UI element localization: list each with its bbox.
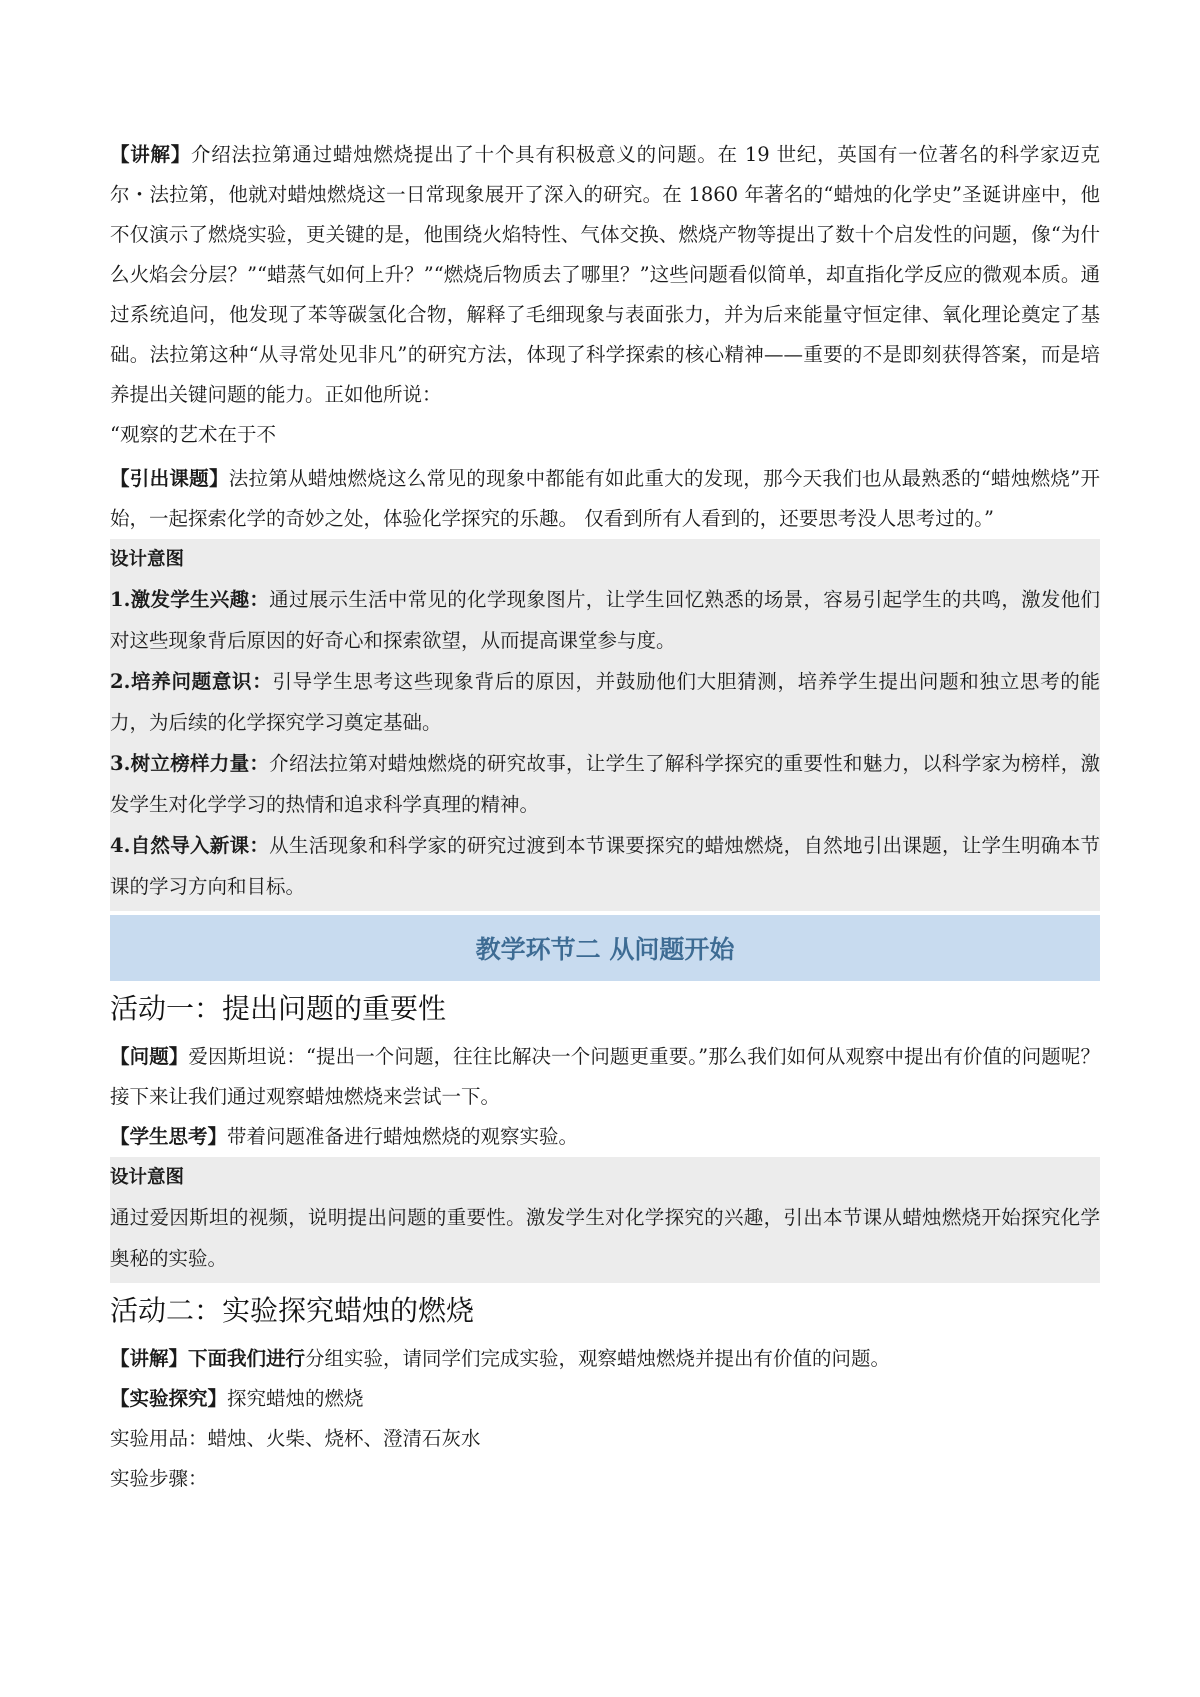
design-item-label: 1.激发学生兴趣：: [110, 588, 270, 611]
experiment-text: 探究蜡烛的燃烧: [227, 1387, 364, 1410]
materials-line: 实验用品：蜡烛、火柴、烧杯、澄清石灰水: [110, 1427, 481, 1450]
think-tag: 【学生思考】: [110, 1125, 228, 1148]
question-text: 爱因斯坦说：“提出一个问题，往往比解决一个问题更重要。”那么我们如何从观察中提出有价值的问题呢？接下来让我们通过观察蜡烛燃烧来尝试一下。: [110, 1045, 1100, 1108]
activity-1-title: 提出问题的重要性: [222, 992, 447, 1025]
design-intent-title: 设计意图: [110, 1167, 185, 1188]
design-item-text: 从生活现象和科学家的研究过渡到本节课要探究的蜡烛燃烧，自然地引出课题，让学生明确本节课的学习方向和目标。: [110, 834, 1100, 898]
question-tag: 【问题】: [110, 1045, 189, 1068]
activity-2-prefix: 活动二：: [110, 1294, 223, 1327]
section-banner: [110, 915, 1100, 981]
design-intent-box-2: [110, 1157, 1100, 1283]
design-item-4: [110, 825, 1100, 907]
lecture-paragraph: [110, 135, 1100, 415]
experiment-paragraph: [110, 1379, 1100, 1419]
design-item-text: 介绍法拉第对蜡烛燃烧的研究故事，让学生了解科学探究的重要性和魅力，以科学家为榜样，激发学生对化学学习的热情和追求科学真理的精神。: [110, 752, 1100, 816]
lecture-bold-text: 下面我们进行: [188, 1347, 306, 1370]
design-item-label: 4.自然导入新课：: [110, 834, 270, 857]
lecture-text: 分组实验，请同学们完成实验，观察蜡烛燃烧并提出有价值的问题。: [305, 1347, 891, 1370]
think-text: 带着问题准备进行蜡烛燃烧的观察实验。: [227, 1125, 579, 1148]
experiment-tag: 【实验探究】: [110, 1387, 228, 1410]
intro-tag: 【引出课题】: [110, 467, 229, 490]
lecture-tag: 【讲解】: [110, 1347, 189, 1370]
design-intent-title: 设计意图: [110, 549, 185, 570]
design-item-text: 通过展示生活中常见的化学现象图片，让学生回忆熟悉的场景，容易引起学生的共鸣，激发他们对这些现象背后原因的好奇心和探索欲望，从而提高课堂参与度。: [110, 588, 1100, 652]
section-title: 教学环节二 从问题开始: [475, 935, 735, 964]
steps-line: 实验步骤：: [110, 1467, 208, 1490]
design-intent-text: 通过爱因斯坦的视频，说明提出问题的重要性。激发学生对化学探究的兴趣，引出本节课从蜡烛燃烧开始探究化学奥秘的实验。: [110, 1206, 1100, 1270]
design-intent-box-1: [110, 539, 1100, 911]
quote-start: “观察的艺术在于不: [110, 423, 276, 446]
intro-paragraph: [110, 459, 1100, 539]
intro-text: 法拉第从蜡烛燃烧这么常见的现象中都能有如此重大的发现，那今天我们也从最熟悉的“蜡烛燃烧”开始，一起探索化学的奇妙之处，体验化学探究的乐趣。 仅看到所有人看到的，还要思考没人思考过的。”: [110, 467, 1100, 530]
design-item-label: 2.培养问题意识：: [110, 670, 273, 693]
activity-1-prefix: 活动一：: [110, 992, 223, 1025]
design-item-2: [110, 661, 1100, 743]
lecture-text: 介绍法拉第通过蜡烛燃烧提出了十个具有积极意义的问题。在 19 世纪，英国有一位著名的科学家迈克尔・法拉第，他就对蜡烛燃烧这一日常现象展开了深入的研究。在 1860 年著名的“蜡烛的化学史”圣诞讲座中，他不仅演示了燃烧实验，更关键的是，他围绕火焰特性、气体交换、燃烧产物等提出了数十个启发性的问题，像“为什么火焰会分层？”“蜡蒸气如何上升？”“燃烧后物质去了哪里？”这些问题看似简单，却直指化学反应的微观本质。通过系统追问，他发现了苯等碳氢化合物，解释了毛细现象与表面张力，并为后来能量守恒定律、氧化理论奠定了基础。法拉第这种“从寻常处见非凡”的研究方法，体现了科学探索的核心精神——重要的不是即刻获得答案，而是培养提出关键问题的能力。正如他所说：: [110, 143, 1100, 406]
design-item-3: [110, 743, 1100, 825]
activity-1-heading: [110, 981, 1100, 1037]
lecture-tag: 【讲解】: [110, 143, 192, 166]
activity-2-heading: [110, 1283, 1100, 1339]
design-item-text: 引导学生思考这些现象背后的原因，并鼓励他们大胆猜测，培养学生提出问题和独立思考的能力，为后续的化学探究学习奠定基础。: [110, 670, 1100, 734]
think-paragraph: [110, 1117, 1100, 1157]
design-item-1: [110, 579, 1100, 661]
activity-2-title: 实验探究蜡烛的燃烧: [222, 1294, 475, 1327]
document-page: [110, 135, 1100, 1499]
question-paragraph: [110, 1037, 1100, 1117]
activity-2-lecture: [110, 1339, 1100, 1379]
design-item-label: 3.树立榜样力量：: [110, 752, 270, 775]
